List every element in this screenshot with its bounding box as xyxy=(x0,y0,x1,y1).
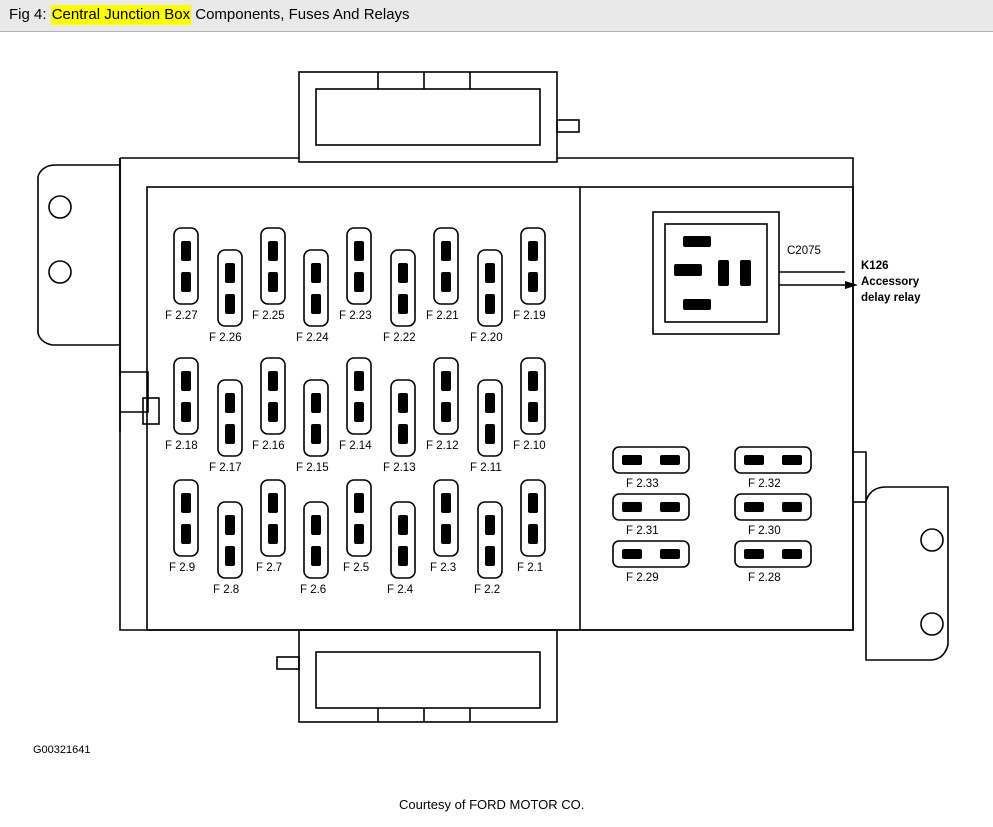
left-mount-hole-lower xyxy=(49,261,71,283)
fuse-label-f229: F 2.29 xyxy=(626,572,659,584)
fuse-label-f213: F 2.13 xyxy=(383,462,416,474)
fuse-label-f226: F 2.26 xyxy=(209,332,242,344)
fuse-label-f28: F 2.8 xyxy=(213,584,240,596)
relay-callout-id: K126 xyxy=(861,260,889,272)
lower-connector-tab xyxy=(277,657,299,669)
fuse-label-f215: F 2.15 xyxy=(296,462,329,474)
fuse-label-f26: F 2.6 xyxy=(300,584,327,596)
fuse-label-f27: F 2.7 xyxy=(256,562,283,574)
connector-label-c2075: C2075 xyxy=(787,245,821,257)
fuse-label-f222: F 2.22 xyxy=(383,332,416,344)
fuse-label-f24: F 2.4 xyxy=(387,584,414,596)
upper-connector-housing xyxy=(299,72,557,162)
fuse-label-f29: F 2.9 xyxy=(169,562,196,574)
fuse-label-f224: F 2.24 xyxy=(296,332,329,344)
title-prefix: Fig 4: xyxy=(9,6,51,23)
fuse-label-f232: F 2.32 xyxy=(748,478,781,490)
right-mount-hole-upper xyxy=(921,529,943,551)
upper-connector-tab xyxy=(557,120,579,132)
fuse-label-f220: F 2.20 xyxy=(470,332,503,344)
left-mount-hole-upper xyxy=(49,196,71,218)
right-mount-connector xyxy=(853,452,866,502)
left-small-tab xyxy=(143,398,159,424)
leader-arrow-k126 xyxy=(845,281,858,289)
fuse-label-f221: F 2.21 xyxy=(426,310,459,322)
drawing-id: G00321641 xyxy=(33,744,91,756)
lower-connector-inner xyxy=(316,652,540,708)
figure-title-bar xyxy=(0,0,993,32)
relay-terminal-5 xyxy=(683,299,711,310)
fuse-label-f233: F 2.33 xyxy=(626,478,659,490)
relay-terminal-4 xyxy=(740,260,751,286)
fuse-label-f216: F 2.16 xyxy=(252,440,285,452)
diagram-canvas xyxy=(0,32,993,827)
fuse-label-f212: F 2.12 xyxy=(426,440,459,452)
fuse-label-f217: F 2.17 xyxy=(209,462,242,474)
relay-callout-line1: Accessory xyxy=(861,276,920,288)
right-mount-hole-lower xyxy=(921,613,943,635)
fuse-label-f230: F 2.30 xyxy=(748,525,781,537)
fuse-label-f228: F 2.28 xyxy=(748,572,781,584)
relay-terminal-3 xyxy=(718,260,729,286)
left-tab-notch xyxy=(120,372,148,412)
title-suffix: Components, Fuses And Relays xyxy=(191,6,410,23)
relay-k126-outline xyxy=(653,212,779,334)
title-highlighted-term: Central Junction Box xyxy=(51,6,191,23)
relay-terminal-1 xyxy=(683,236,711,247)
fuse-label-f218: F 2.18 xyxy=(165,440,198,452)
upper-connector-inner xyxy=(316,89,540,145)
fuse-label-f211: F 2.11 xyxy=(470,462,502,474)
fuse-label-f223: F 2.23 xyxy=(339,310,372,322)
fuse-label-f21: F 2.1 xyxy=(517,562,544,574)
fuse-label-f23: F 2.3 xyxy=(430,562,457,574)
fuse-label-f231: F 2.31 xyxy=(626,525,659,537)
fuse-label-f214: F 2.14 xyxy=(339,440,372,452)
fuse-label-f22: F 2.2 xyxy=(474,584,501,596)
fuse-panel-plate xyxy=(147,187,853,630)
page-title xyxy=(9,6,410,23)
relay-socket-group xyxy=(613,447,811,567)
fuse-label-f227: F 2.27 xyxy=(165,310,198,322)
fuse-label-f225: F 2.25 xyxy=(252,310,285,322)
relay-callout-line2: delay relay xyxy=(861,292,921,304)
courtesy-note: Courtesy of FORD MOTOR CO. xyxy=(399,797,585,812)
central-junction-box-drawing xyxy=(0,32,993,827)
fuse-label-f25: F 2.5 xyxy=(343,562,370,574)
fuse-label-f210: F 2.10 xyxy=(513,440,546,452)
fuse-label-f219: F 2.19 xyxy=(513,310,546,322)
relay-terminal-2 xyxy=(674,264,702,276)
